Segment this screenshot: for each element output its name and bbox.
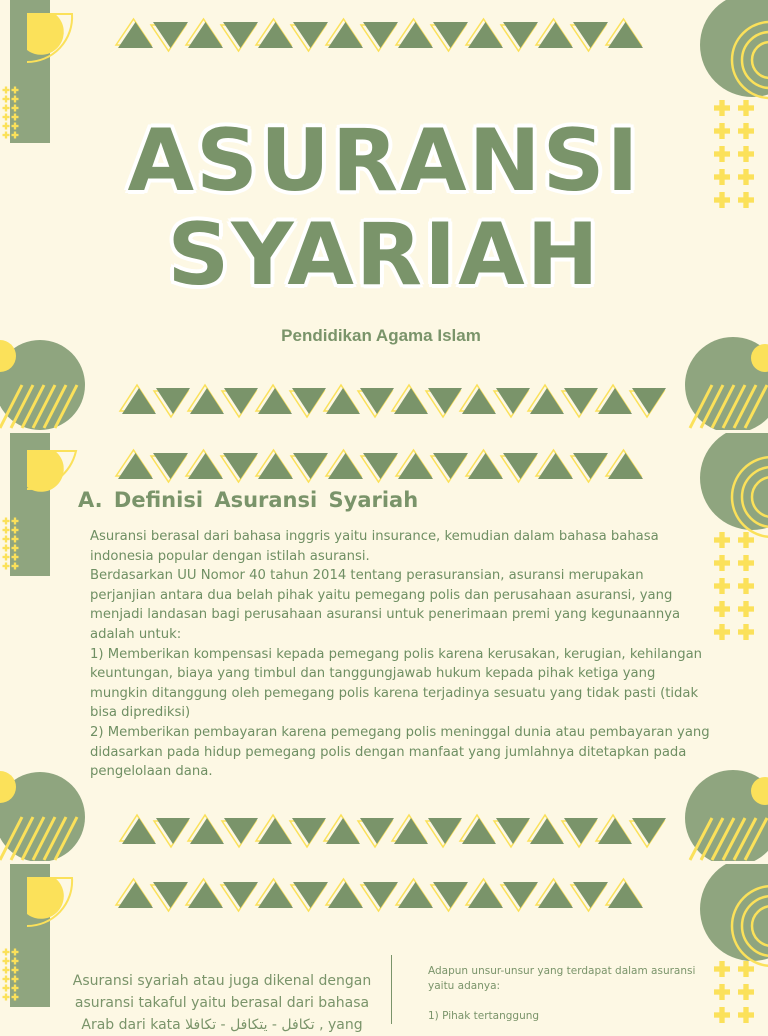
right-line xyxy=(428,994,718,1009)
right-line: yaitu adanya: xyxy=(428,980,501,992)
section-heading: A. Definisi Asuransi Syariah xyxy=(78,488,419,512)
slide-definition xyxy=(0,433,768,861)
title-line-2: SYARIAH xyxy=(167,205,601,305)
right-line: Adapun unsur-unsur yang terdapat dalam asuransi xyxy=(428,965,696,977)
left-line: Arab dari kata تكافل - يتكافل - تكافلا , yang xyxy=(81,1017,363,1033)
left-line: asuransi takaful yaitu berasal dari bahasa xyxy=(74,995,370,1011)
body-line: Asuransi berasal dari bahasa inggris yaitu insurance, kemudian dalam bahasa bahasa xyxy=(90,529,659,544)
takaful-right-column xyxy=(428,964,718,1024)
body-line: keuntungan, biaya yang timbul dan tanggungjawab hukum kepada pihak ketiga yang xyxy=(90,666,656,682)
definition-body xyxy=(90,527,710,782)
subtitle: Pendidikan Agama Islam xyxy=(281,326,481,345)
body-line: perjanjian antara dua belah pihak yaitu pemegang polis dan perusahaan asuransi, yang xyxy=(90,587,673,603)
right-line: 1) Pihak tertanggung xyxy=(428,1010,540,1022)
body-line: menjadi landasan bagi perusahaan asuransi untuk penerimaan premi yang kegunaannya xyxy=(90,607,681,623)
body-line: didasarkan pada hidup pemegang polis dengan manfaat yang jumlahnya ditetapkan pada xyxy=(90,744,687,760)
body-line: bisa diprediksi) xyxy=(90,705,191,721)
slide-title xyxy=(0,0,768,430)
left-line: Asuransi syariah atau juga dikenal dengan xyxy=(72,973,372,989)
takaful-left-column xyxy=(62,970,382,1036)
body-line: 1) Memberikan kompensasi kepada pemegang polis karena kerusakan, kerugian, kehilangan xyxy=(90,646,703,662)
body-line: mungkin ditanggung oleh pemegang polis karena terjadinya sesuatu yang tidak pasti (tidak xyxy=(90,685,699,701)
body-line: indonesia popular dengan istilah asuransi. xyxy=(90,548,370,564)
body-line: 2) Memberikan pembayaran karena pemegang polis meninggal dunia atau pembayaran yang xyxy=(90,724,710,740)
column-divider xyxy=(391,955,392,1024)
body-line: Berdasarkan UU Nomor 40 tahun 2014 tentang perasuransian, asuransi merupakan xyxy=(90,568,644,584)
title-line-1: ASURANSI xyxy=(127,111,641,211)
body-line: pengelolaan dana. xyxy=(90,764,213,780)
body-line: adalah untuk: xyxy=(90,626,182,642)
